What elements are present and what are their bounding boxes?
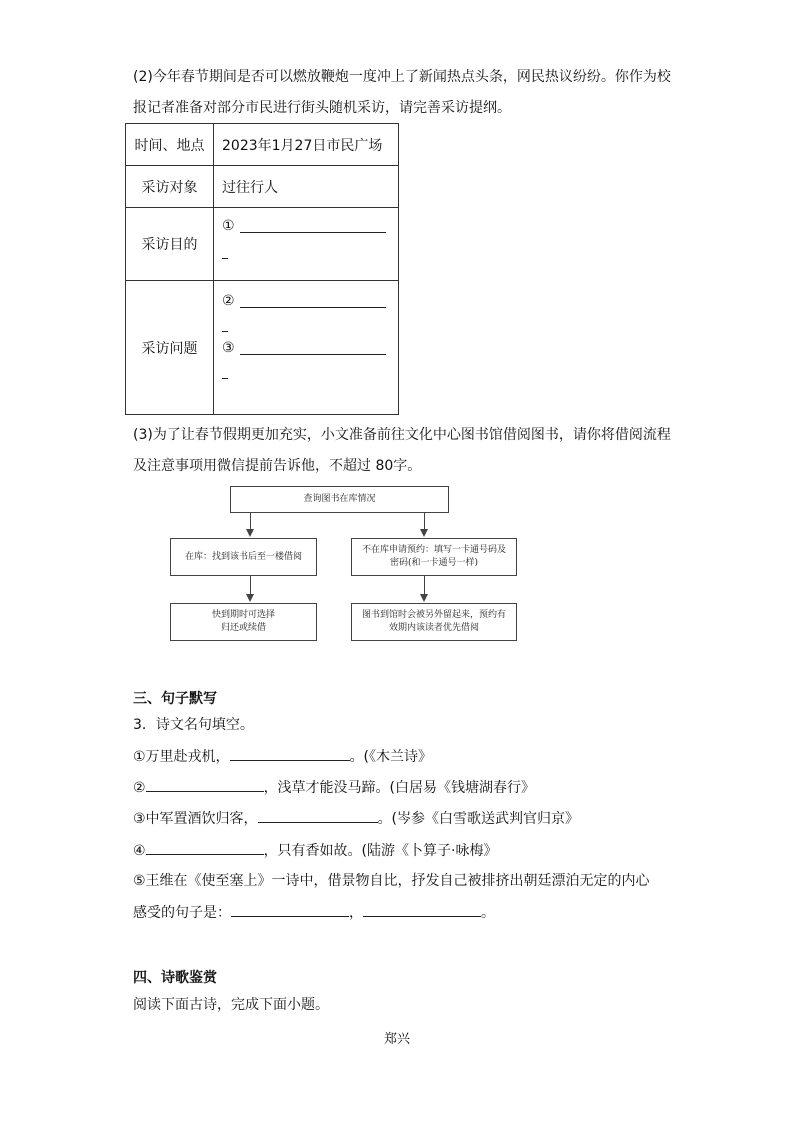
- recitation-item-5-line2: 感受的句子是： ， 。: [133, 902, 495, 923]
- table-row: [126, 281, 399, 415]
- interviewee-label: 采访对象: [126, 166, 214, 208]
- time-place-value: 2023年1月27日市民广场: [214, 124, 399, 166]
- arrow-down-icon: [420, 529, 428, 537]
- table-row: [126, 124, 399, 166]
- question-3-prompt: 3．诗文名句填空。: [133, 717, 254, 733]
- flow-box-query: 查询图书在库情况: [230, 486, 449, 513]
- recitation-item-1: ①万里赴戎机， 。(《木兰诗》: [133, 746, 432, 767]
- answer-blank-3-continuation: [222, 378, 228, 379]
- arrow-down-icon: [246, 594, 254, 602]
- flow-connector: [250, 576, 251, 595]
- purpose-label: 采访目的: [126, 208, 214, 281]
- flow-box-reserve: 不在库申请预约：填写一卡通号码及 密码(和一卡通号一样): [351, 538, 517, 576]
- fill-blank[interactable]: [363, 902, 481, 917]
- flow-connector: [424, 576, 425, 595]
- flow-box-in-stock: 在库：找到该书后至一楼借阅: [170, 538, 317, 576]
- section-4-heading: 四、诗歌鉴赏: [133, 970, 217, 986]
- flow-box-return-renew: 快到期时可选择 归还或续借: [170, 603, 317, 641]
- section-4-instruction: 阅读下面古诗，完成下面小题。: [133, 997, 329, 1013]
- section-3-heading: 三、句子默写: [133, 691, 217, 707]
- arrow-down-icon: [246, 529, 254, 537]
- answer-blank-1[interactable]: ①: [222, 218, 398, 234]
- answer-blank-3[interactable]: ③: [222, 340, 398, 356]
- fill-blank[interactable]: [146, 840, 264, 855]
- question-2-text-line1: (2)今年春节期间是否可以燃放鞭炮一度冲上了新闻热点头条，网民热议纷纷。你作为校: [133, 69, 671, 85]
- table-row: [126, 208, 399, 281]
- time-place-label: 时间、地点: [126, 124, 214, 166]
- question-3-text-line2: 及注意事项用微信提前告诉他，不超过 80字。: [133, 458, 422, 474]
- answer-blank-1-continuation: [222, 258, 228, 259]
- recitation-item-2: ② ，浅草才能没马蹄。(白居易《钱塘湖春行》: [133, 777, 535, 798]
- flow-connector: [250, 513, 251, 530]
- answer-blank-2[interactable]: ②: [222, 293, 398, 309]
- answer-blank-2-continuation: [222, 331, 228, 332]
- questions-answer-cell: [214, 281, 399, 415]
- fill-blank[interactable]: [258, 808, 378, 823]
- interview-outline-table: [125, 123, 399, 415]
- fill-blank[interactable]: [231, 902, 349, 917]
- flow-box-reserved-hold: 图书到馆时会被另外留起来，预约有 效期内该读者优先借阅: [351, 603, 517, 641]
- flow-connector: [424, 513, 425, 530]
- table-row: [126, 166, 399, 208]
- question-3-text-line1: (3)为了让春节假期更加充实，小文准备前往文化中心图书馆借阅图书，请你将借阅流程: [133, 427, 671, 443]
- questions-label: 采访问题: [126, 281, 214, 415]
- recitation-item-5-line1: ⑤王维在《使至塞上》一诗中，借景物自比，抒发自己被排挤出朝廷漂泊无定的内心: [133, 873, 650, 889]
- interviewee-value: 过往行人: [214, 166, 399, 208]
- recitation-item-4: ④ ，只有香如故。(陆游《卜算子·咏梅》: [133, 840, 497, 861]
- recitation-item-3: ③中军置酒饮归客， 。(岑参《白雪歌送武判官归京》: [133, 808, 579, 829]
- arrow-down-icon: [420, 594, 428, 602]
- fill-blank[interactable]: [146, 777, 264, 792]
- fill-blank[interactable]: [230, 746, 350, 761]
- page-footer: 郑兴: [383, 1032, 410, 1047]
- question-2-text-line2: 报记者准备对部分市民进行街头随机采访，请完善采访提纲。: [133, 100, 511, 116]
- purpose-answer-cell: [214, 208, 399, 281]
